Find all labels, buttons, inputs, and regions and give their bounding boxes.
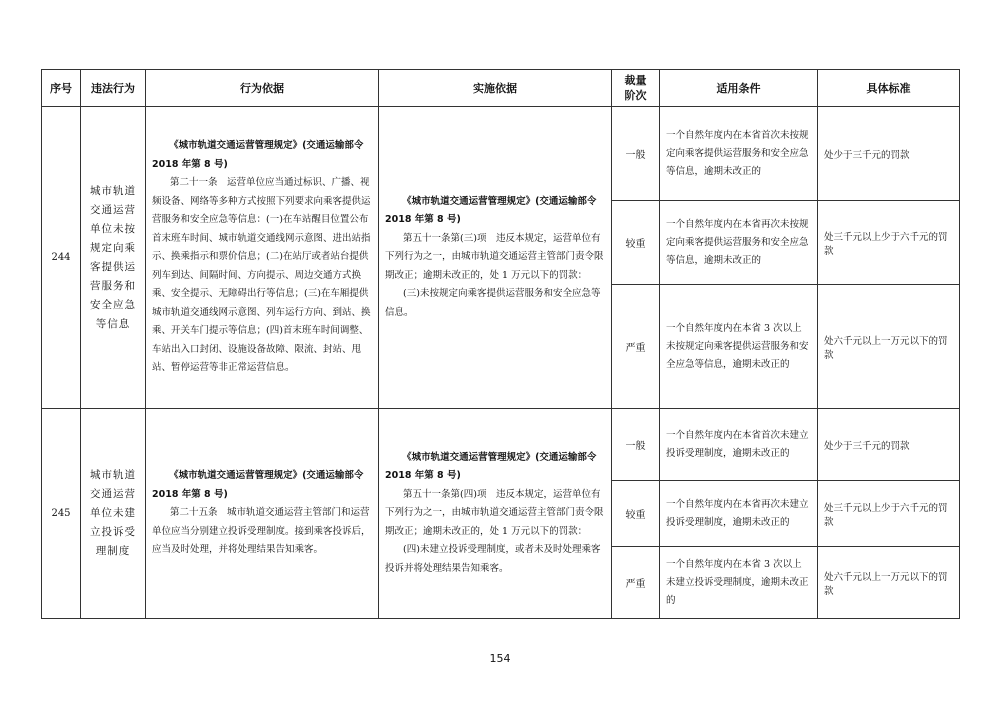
header-basis: 行为依据 (146, 70, 379, 107)
basis-title: 《城市轨道交通运营管理规定》(交通运输部令 2018 年第 8 号) (152, 470, 364, 500)
seq-cell: 245 (42, 409, 81, 619)
impl-cell (379, 409, 612, 619)
header-level: 裁量阶次 (612, 70, 660, 107)
table-row (42, 107, 960, 201)
basis-body: 第二十一条 运营单位应当通过标识、广播、视频设备、网络等多种方式按照下列要求向乘客提供运营服务和安全应急等信息：(一)在车站醒目位置公布首末班车时间、城市轨道交通线网示意图、进出站指示、换乘指示和票价信息；(二)在站厅或者站台提供列车到达、间隔时间、方向提示、周边交通方式换乘、安全提示、无障碍出行等信息；(三)在车厢提供城市轨道交通线网示意图、列车运行方向、到站、换乘、开关车门提示等信息；(四)首末班车时间调整、车站出入口封闭、设施设备故障、限流、封站、甩站、暂停运营等非正常运营信息。 (152, 177, 371, 374)
condition-cell: 一个自然年度内在本省 3 次以上未建立投诉受理制度，逾期未改正的 (660, 547, 818, 619)
level-cell: 较重 (612, 481, 660, 547)
standard-cell: 处三千元以上少于六千元的罚款 (818, 201, 960, 285)
header-seq: 序号 (42, 70, 81, 107)
basis-title: 《城市轨道交通运营管理规定》(交通运输部令 2018 年第 8 号) (152, 140, 364, 170)
impl-cell (379, 107, 612, 409)
level-cell: 一般 (612, 107, 660, 201)
level-cell: 严重 (612, 285, 660, 409)
impl-body: 第五十一条第(三)项 违反本规定，运营单位有下列行为之一，由城市轨道交通运营主管部门责令限期改正；逾期未改正的，处 1 万元以下的罚款： (385, 232, 604, 281)
basis-cell (146, 409, 379, 619)
impl-item: (三)未按规定向乘客提供运营服务和安全应急等信息。 (385, 288, 601, 318)
standard-cell: 处少于三千元的罚款 (818, 107, 960, 201)
level-cell: 严重 (612, 547, 660, 619)
basis-body: 第二十五条 城市轨道交通运营主管部门和运营单位应当分别建立投诉受理制度。接到乘客投诉后，应当及时处理，并将处理结果告知乘客。 (152, 507, 371, 556)
table-row (42, 409, 960, 481)
header-cond: 适用条件 (660, 70, 818, 107)
behavior-cell: 城市轨道交通运营单位未按规定向乘客提供运营服务和安全应急等信息 (81, 107, 146, 409)
seq-cell: 244 (42, 107, 81, 409)
header-std: 具体标准 (818, 70, 960, 107)
impl-item: (四)未建立投诉受理制度，或者未及时处理乘客投诉并将处理结果告知乘客。 (385, 544, 601, 574)
impl-title: 《城市轨道交通运营管理规定》(交通运输部令 2018 年第 8 号) (385, 195, 597, 226)
header-behavior: 违法行为 (81, 70, 146, 107)
condition-cell: 一个自然年度内在本省 3 次以上未按规定向乘客提供运营服务和安全应急等信息，逾期未改正的 (660, 285, 818, 409)
condition-cell: 一个自然年度内在本省再次未按规定向乘客提供运营服务和安全应急等信息，逾期未改正的 (660, 201, 818, 285)
header-impl: 实施依据 (379, 70, 612, 107)
condition-cell: 一个自然年度内在本省首次未按规定向乘客提供运营服务和安全应急等信息，逾期未改正的 (660, 107, 818, 201)
level-cell: 较重 (612, 201, 660, 285)
condition-cell: 一个自然年度内在本省首次未建立投诉受理制度，逾期未改正的 (660, 409, 818, 481)
condition-cell: 一个自然年度内在本省再次未建立投诉受理制度，逾期未改正的 (660, 481, 818, 547)
penalty-standards-table (41, 69, 960, 619)
impl-title: 《城市轨道交通运营管理规定》(交通运输部令 2018 年第 8 号) (385, 451, 597, 482)
standard-cell: 处三千元以上少于六千元的罚款 (818, 481, 960, 547)
table-header-row (42, 70, 960, 107)
standard-cell: 处少于三千元的罚款 (818, 409, 960, 481)
impl-body: 第五十一条第(四)项 违反本规定，运营单位有下列行为之一，由城市轨道交通运营主管部门责令限期改正；逾期未改正的，处 1 万元以下的罚款： (385, 488, 604, 537)
level-cell: 一般 (612, 409, 660, 481)
page-number: 154 (489, 652, 511, 665)
basis-cell (146, 107, 379, 409)
standard-cell: 处六千元以上一万元以下的罚款 (818, 285, 960, 409)
standard-cell: 处六千元以上一万元以下的罚款 (818, 547, 960, 619)
behavior-cell: 城市轨道交通运营单位未建立投诉受理制度 (81, 409, 146, 619)
